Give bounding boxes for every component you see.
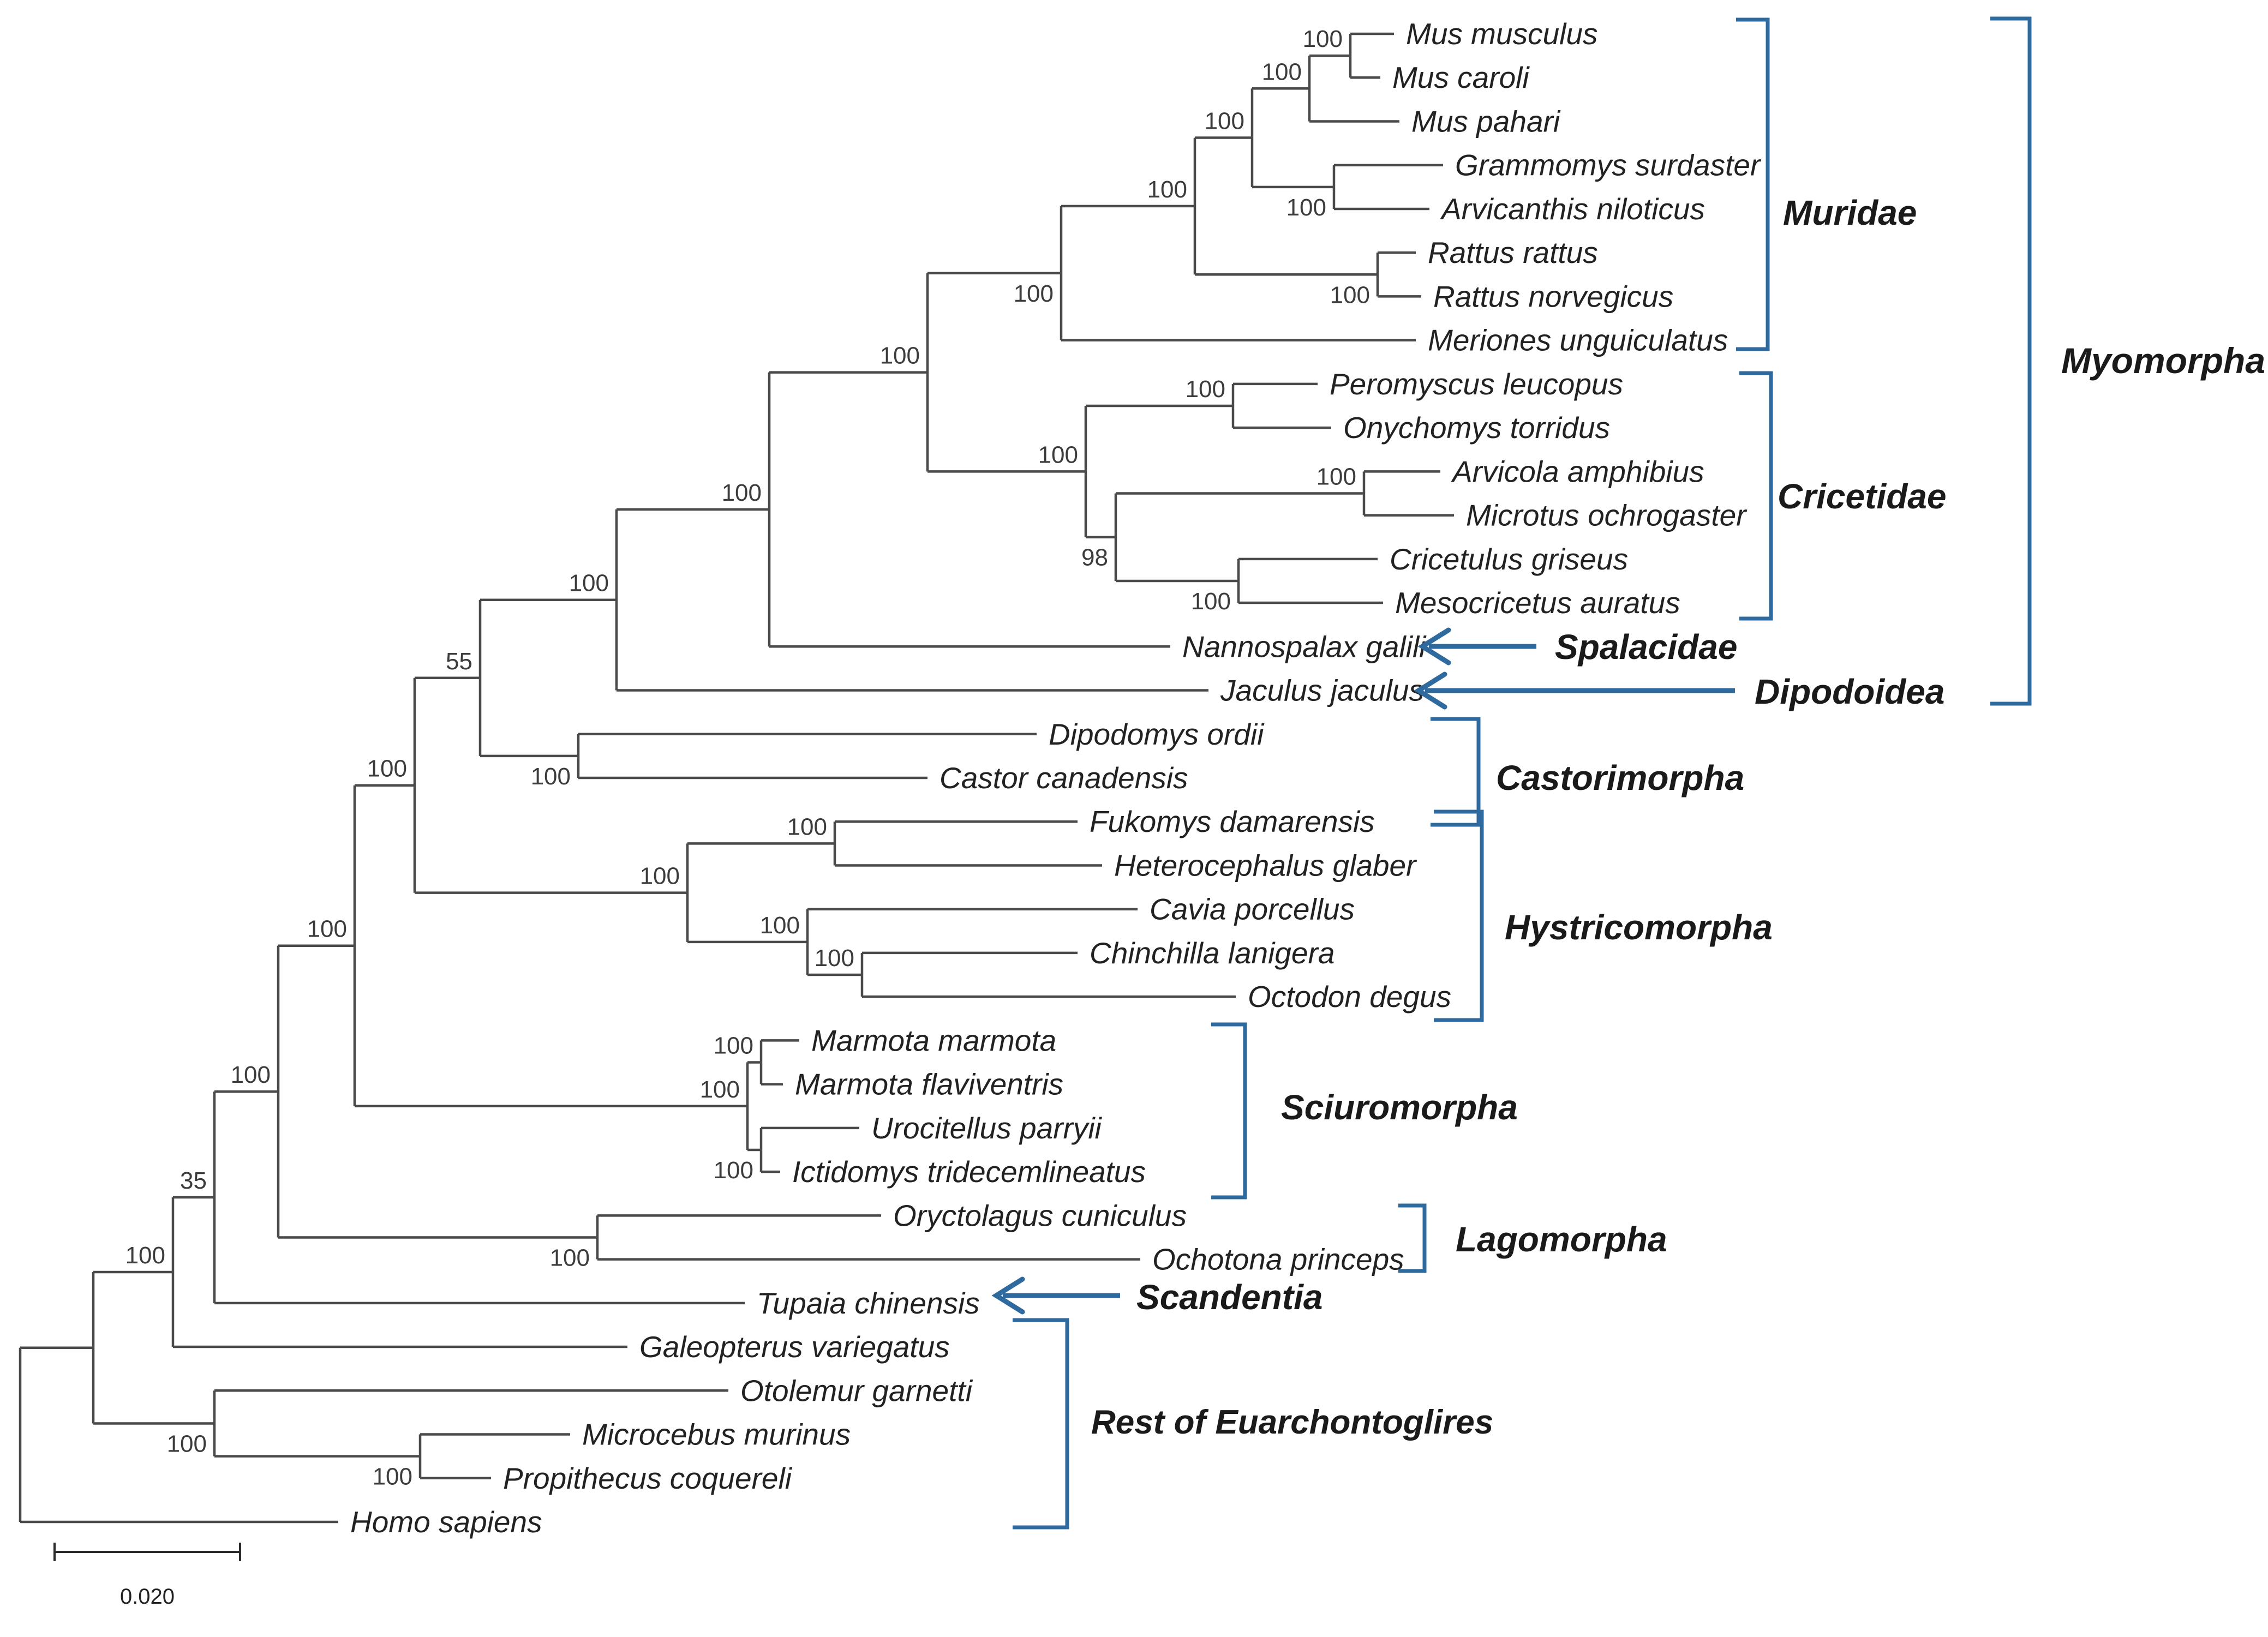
bootstrap-support-label: 100 [1316,463,1356,490]
taxon-label: Otolemur garnetti [740,1374,972,1408]
bootstrap-support-label: 100 [549,1244,590,1272]
taxon-label: Octodon degus [1248,980,1452,1014]
taxon-label: Rattus rattus [1428,236,1598,270]
taxon-label: Jaculus jaculus [1220,673,1424,707]
taxon-label: Homo sapiens [350,1504,542,1539]
bootstrap-support-label: 100 [1330,281,1370,309]
bootstrap-support-label: 100 [1302,26,1343,53]
bootstrap-support-label: 100 [1204,107,1244,135]
taxon-label: Propithecus coquereli [503,1461,792,1495]
taxon-label: Marmota marmota [811,1023,1057,1058]
bootstrap-support-label: 100 [759,912,800,939]
bootstrap-support-label: 100 [787,813,827,841]
clade-bracket-castorimorpha [1431,719,1479,825]
taxon-label: Chinchilla lanigera [1090,936,1335,970]
bootstrap-support-label: 100 [713,1156,753,1184]
bootstrap-support-label: 100 [307,915,347,943]
clade-bracket-cricetidae [1739,373,1771,619]
clade-bracket-sciuromorpha [1211,1024,1245,1197]
taxon-label: Nannospalax galili [1182,629,1426,664]
taxon-label: Ochotona princeps [1152,1242,1404,1276]
taxon-label: Grammomys surdaster [1455,148,1761,182]
clade-label-castorimorpha: Castorimorpha [1496,758,1745,797]
scale-bar [55,1543,240,1609]
scale-bar-label: 0.020 [119,1585,175,1609]
taxon-label: Mus caroli [1392,61,1529,95]
bootstrap-support-label: 100 [1038,441,1078,469]
bootstrap-support-label: 98 [1081,544,1108,571]
bootstrap-support-label: 100 [1286,194,1326,221]
bootstrap-support-label: 100 [372,1463,412,1490]
clade-label-scandentia: Scandentia [1136,1278,1323,1317]
clade-label-cricetidae: Cricetidae [1778,477,1947,516]
taxon-label: Ictidomys tridecemlineatus [792,1155,1146,1189]
taxon-label: Onychomys torridus [1343,411,1611,445]
taxon-label: Rattus norvegicus [1433,279,1674,314]
bootstrap-support-label: 100 [721,479,762,506]
bootstrap-support-label: 100 [569,569,609,597]
taxon-label: Castor canadensis [939,760,1188,795]
bootstrap-support-label: 100 [367,755,407,782]
taxon-label: Arvicanthis niloticus [1441,191,1705,226]
taxon-label: Mesocricetus auratus [1395,586,1680,620]
taxon-label: Oryctolagus cuniculus [893,1198,1187,1233]
clade-label-spalacidae: Spalacidae [1555,627,1738,667]
taxon-label: Microtus ochrogaster [1466,498,1746,532]
clade-bracket-myomorpha [1990,19,2030,704]
taxon-label: Dipodomys ordii [1049,717,1264,751]
bootstrap-support-label: 100 [713,1032,753,1059]
taxon-label: Galeopterus variegatus [639,1330,950,1364]
clade-bracket-rest-of-euarchontoglires [1013,1320,1067,1527]
taxon-label: Cricetulus griseus [1390,542,1629,576]
clade-bracket-muridae [1736,20,1768,349]
bootstrap-support-label: 100 [530,763,571,790]
clade-label-hystricomorpha: Hystricomorpha [1505,908,1773,947]
bootstrap-support-label: 100 [166,1430,207,1458]
taxon-label: Cavia porcellus [1150,892,1355,926]
taxon-label: Mus pahari [1411,104,1560,139]
bootstrap-support-label: 100 [814,945,854,972]
bootstrap-support-label: 100 [1185,375,1225,403]
bootstrap-support-label: 100 [1190,587,1231,615]
clade-label-lagomorpha: Lagomorpha [1456,1220,1667,1259]
clade-label-rest-of-euarchontoglires: Rest of Euarchontoglires [1091,1404,1494,1441]
bootstrap-support-label: 100 [639,862,680,890]
clade-label-dipodoidea: Dipodoidea [1755,672,1945,711]
taxon-label: Fukomys damarensis [1090,805,1375,839]
bootstrap-support-label: 35 [180,1167,207,1194]
taxon-label: Urocitellus parryii [871,1111,1102,1145]
bootstrap-support-label: 100 [879,342,920,369]
taxon-label: Meriones unguiculatus [1428,323,1728,357]
taxon-label: Arvicola amphibius [1452,454,1704,489]
taxon-label: Microcebus murinus [582,1417,851,1452]
taxon-label: Peromyscus leucopus [1330,367,1624,401]
taxon-label: Heterocephalus glaber [1114,848,1416,883]
clade-label-myomorpha: Myomorpha [2061,340,2266,381]
taxon-label: Marmota flaviventris [795,1067,1064,1101]
scale-bar-line [55,1543,240,1561]
bootstrap-support-label: 55 [446,647,472,675]
clade-label-sciuromorpha: Sciuromorpha [1281,1088,1518,1127]
bootstrap-support-label: 100 [1013,280,1054,307]
clade-label-muridae: Muridae [1783,193,1917,232]
taxon-label: Mus musculus [1406,17,1598,51]
bootstrap-support-label: 100 [699,1076,740,1103]
bootstrap-support-label: 100 [230,1062,271,1089]
taxon-label: Tupaia chinensis [757,1286,980,1320]
bootstrap-support-label: 100 [1147,176,1187,203]
bootstrap-support-label: 100 [1261,58,1302,86]
bootstrap-support-label: 100 [125,1242,165,1269]
